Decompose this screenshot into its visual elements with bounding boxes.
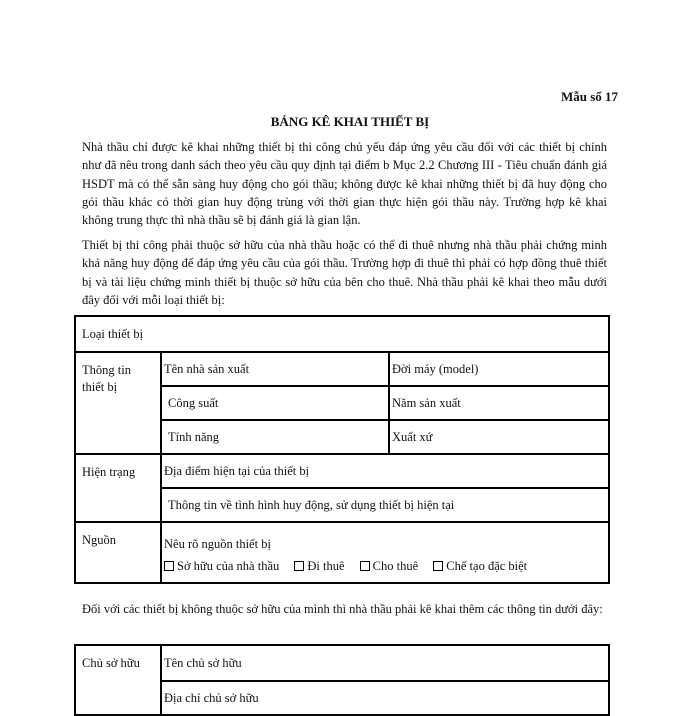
checkbox-icon (433, 561, 443, 571)
source-instruction: Nêu rõ nguồn thiết bị (164, 536, 271, 551)
equipment-info-label: Thông tin thiết bị (75, 352, 161, 454)
equipment-table (74, 315, 610, 584)
checkbox-icon (360, 561, 370, 571)
status-label: Hiện trạng (75, 454, 161, 522)
location-field: Địa điểm hiện tại của thiết bị (161, 454, 609, 488)
usage-info-field: Thông tin về tình hình huy động, sử dụng thiết bị hiện tại (161, 488, 609, 522)
origin-field: Xuất xứ (389, 420, 609, 454)
form-number: Mẫu số 17 (560, 89, 618, 104)
model-field: Đời máy (model) (389, 352, 609, 386)
source-options (164, 555, 602, 577)
instruction-paragraph-1: Nhà thầu chỉ được kê khai những thiết bị thi công chủ yếu đáp ứng yêu cầu đối với các thiết bị chính như đã nêu trong danh sách theo yêu cầu quy định tại điểm b Mục 2.2 Chương III - Tiêu chuẩn đánh giá HSDT mà có thể sẵn sàng huy động cho gói thầu; không được kê khai những thiết bị đã huy động cho gói thầu khác có thời gian huy động trùng với thời gian thực hiện gói thầu này. Trường hợp kê khai không trung thực thì nhà thầu sẽ bị đánh giá là gian lận. (82, 140, 607, 228)
owner-table (74, 644, 610, 716)
option-custom-made[interactable]: Chế tạo đặc biệt (433, 559, 527, 573)
option-rented[interactable]: Đi thuê (294, 559, 344, 573)
option-owned[interactable]: Sở hữu của nhà thầu (164, 559, 279, 573)
year-field: Năm sản xuất (389, 386, 609, 420)
source-label: Nguồn (75, 522, 161, 583)
manufacturer-field: Tên nhà sản xuất (161, 352, 389, 386)
checkbox-icon (294, 561, 304, 571)
owner-name-field: Tên chủ sở hữu (161, 645, 609, 681)
equipment-type-cell: Loại thiết bị (75, 316, 609, 352)
owner-label: Chủ sở hữu (75, 645, 161, 715)
source-cell (161, 522, 609, 583)
owner-address-field: Địa chỉ chủ sở hữu (161, 681, 609, 715)
capacity-field: Công suất (161, 386, 389, 420)
checkbox-icon (164, 561, 174, 571)
document-title: BẢNG KÊ KHAI THIẾT BỊ (270, 114, 430, 129)
instruction-paragraph-3: Đối với các thiết bị không thuộc sở hữu của mình thì nhà thầu phải kê khai thêm các thông tin dưới đây: (82, 602, 603, 616)
features-field: Tính năng (161, 420, 389, 454)
option-lease-out[interactable]: Cho thuê (360, 559, 418, 573)
instruction-paragraph-2: Thiết bị thi công phải thuộc sở hữu của nhà thầu hoặc có thể đi thuê nhưng nhà thầu phải chứng minh khả năng huy động để đáp ứng yêu cầu của gói thầu. Trường hợp đi thuê thì phải có hợp đồng thuê thiết bị và tài liệu chứng minh thiết bị thuộc sở hữu của bên cho thuê. Nhà thầu phải kê khai theo mẫu dưới đây đối với mỗi loại thiết bị: (82, 238, 607, 307)
